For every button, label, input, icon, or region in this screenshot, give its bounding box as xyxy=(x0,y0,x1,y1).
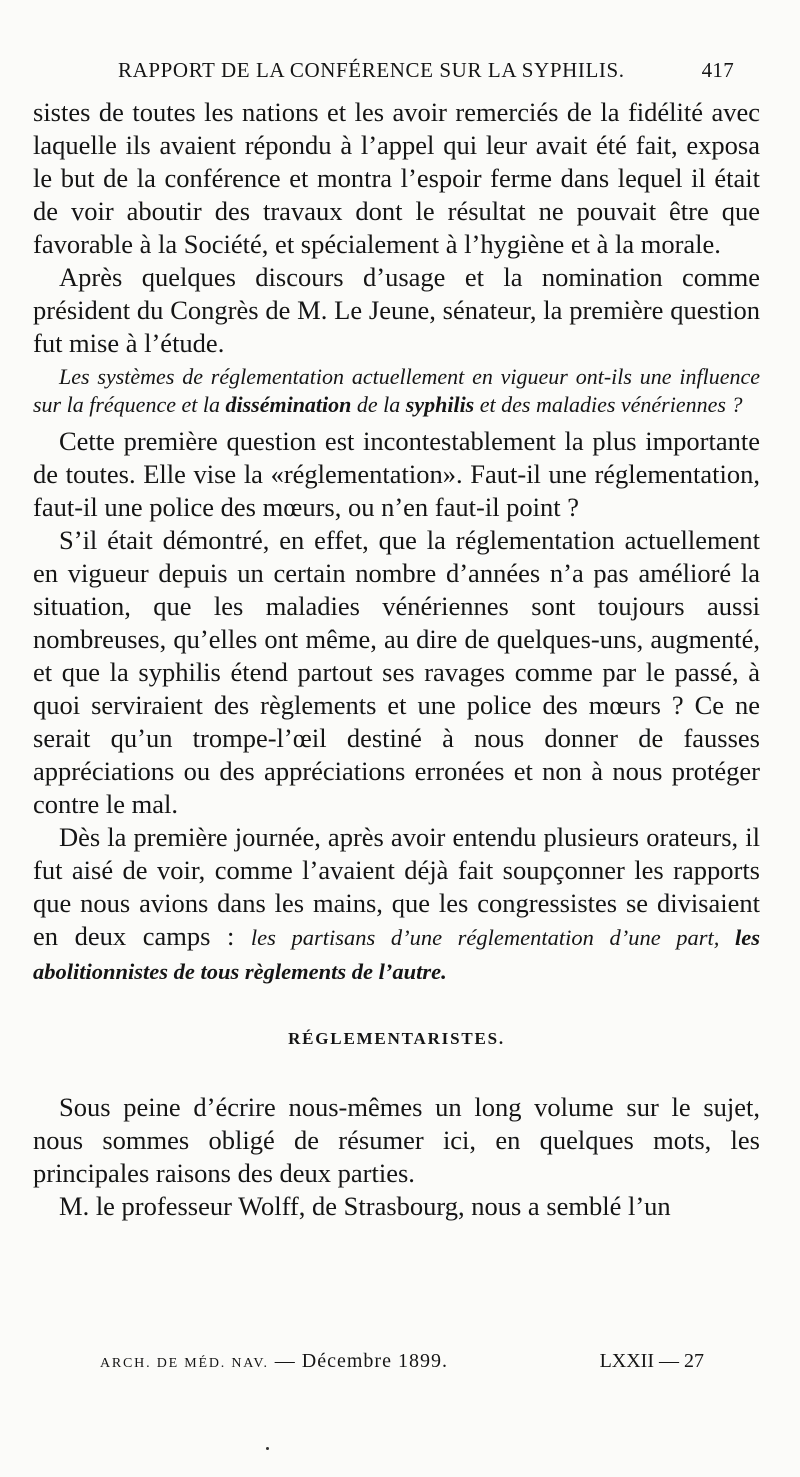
question-part-1: Les systèmes de réglementation actuellement en vigueur ont-ils une influence sur la fréquence et la xyxy=(33,364,760,417)
running-title: RAPPORT DE LA CONFÉRENCE SUR LA SYPHILIS. xyxy=(118,58,625,82)
body-text xyxy=(33,96,760,1223)
section-heading: RÉGLEMENTARISTES. xyxy=(288,1029,505,1048)
footer-citation xyxy=(100,1350,448,1373)
footer-journal: ARCH. DE MÉD. NAV. xyxy=(100,1356,269,1371)
question-part-3: et des maladies vénériennes ? xyxy=(474,392,743,417)
question-text xyxy=(33,363,760,419)
paragraph-importance: Cette première question est incontestablement la plus importante de toutes. Elle vise la «réglementation». Faut-il une réglementation, faut-il une police des mœurs, ou n’en faut-il point ? xyxy=(33,426,760,522)
paragraph-summary: Sous peine d’écrire nous-mêmes un long volume sur le sujet, nous sommes obligé de résumer ici, en quelques mots, les principales raisons des deux parties. xyxy=(33,1092,760,1188)
paragraph-wolff: M. le professeur Wolff, de Strasbourg, nous a semblé l’un xyxy=(59,1191,671,1221)
footer-volume: LXXII — 27 xyxy=(599,1350,704,1372)
paragraph-first-question-intro: Après quelques discours d’usage et la nomination comme président du Congrès de M. Le Jeune, sénateur, la première question fut mise à l’étude. xyxy=(33,262,760,358)
running-head xyxy=(118,58,734,83)
question-bold-dissemination: dissémination xyxy=(225,392,352,417)
printing-speck xyxy=(266,1447,269,1450)
two-camps-abolitionists: les abolitionnistes de tous règlements de l’autre. xyxy=(33,925,760,984)
paragraph-argument: S’il était démontré, en effet, que la réglementation actuellement en vigueur depuis un certain nombre d’années n’a pas amélioré la situation, que les maladies vénériennes sont toujours aussi nombreuses, qu’elles ont même, au dire de quelques-uns, augmenté, et que la syphilis étend partout ses ravages comme par le passé, à quoi serviraient des règlements et une police des mœurs ? Ce ne serait qu’un trompe-l’œil destiné à nous donner de fausses appréciations ou des appréciations erronées et non à nous protéger contre le mal. xyxy=(33,525,760,819)
page-footer xyxy=(100,1350,704,1373)
footer-date: Décembre 1899. xyxy=(301,1350,448,1372)
paragraph-continuation: sistes de toutes les nations et les avoir remerciés de la fidélité avec laquelle ils avaient répondu à l’appel qui leur avait été fait, exposa le but de la conférence et montra l’espoir ferme dans lequel il était de voir aboutir des travaux dont le résultat ne pouvait être que favorable à la Société, et spécialement à l’hygiène et à la morale. xyxy=(33,97,760,259)
page-number: 417 xyxy=(701,58,734,82)
paragraph-two-camps xyxy=(33,821,760,988)
two-camps-text: Dès la première journée, après avoir entendu plusieurs orateurs, il fut aisé de voir, comme l’avaient déjà fait soupçonner les rapports que nous avions dans les mains, que les congressistes se divisaient en deux camps : xyxy=(33,822,760,951)
question-bold-syphilis: syphilis xyxy=(405,392,475,417)
footer-separator: — xyxy=(274,1350,296,1372)
question-part-2: de la xyxy=(351,392,406,417)
two-camps-partisans: les partisans d’une réglementation d’une part, xyxy=(250,925,720,950)
